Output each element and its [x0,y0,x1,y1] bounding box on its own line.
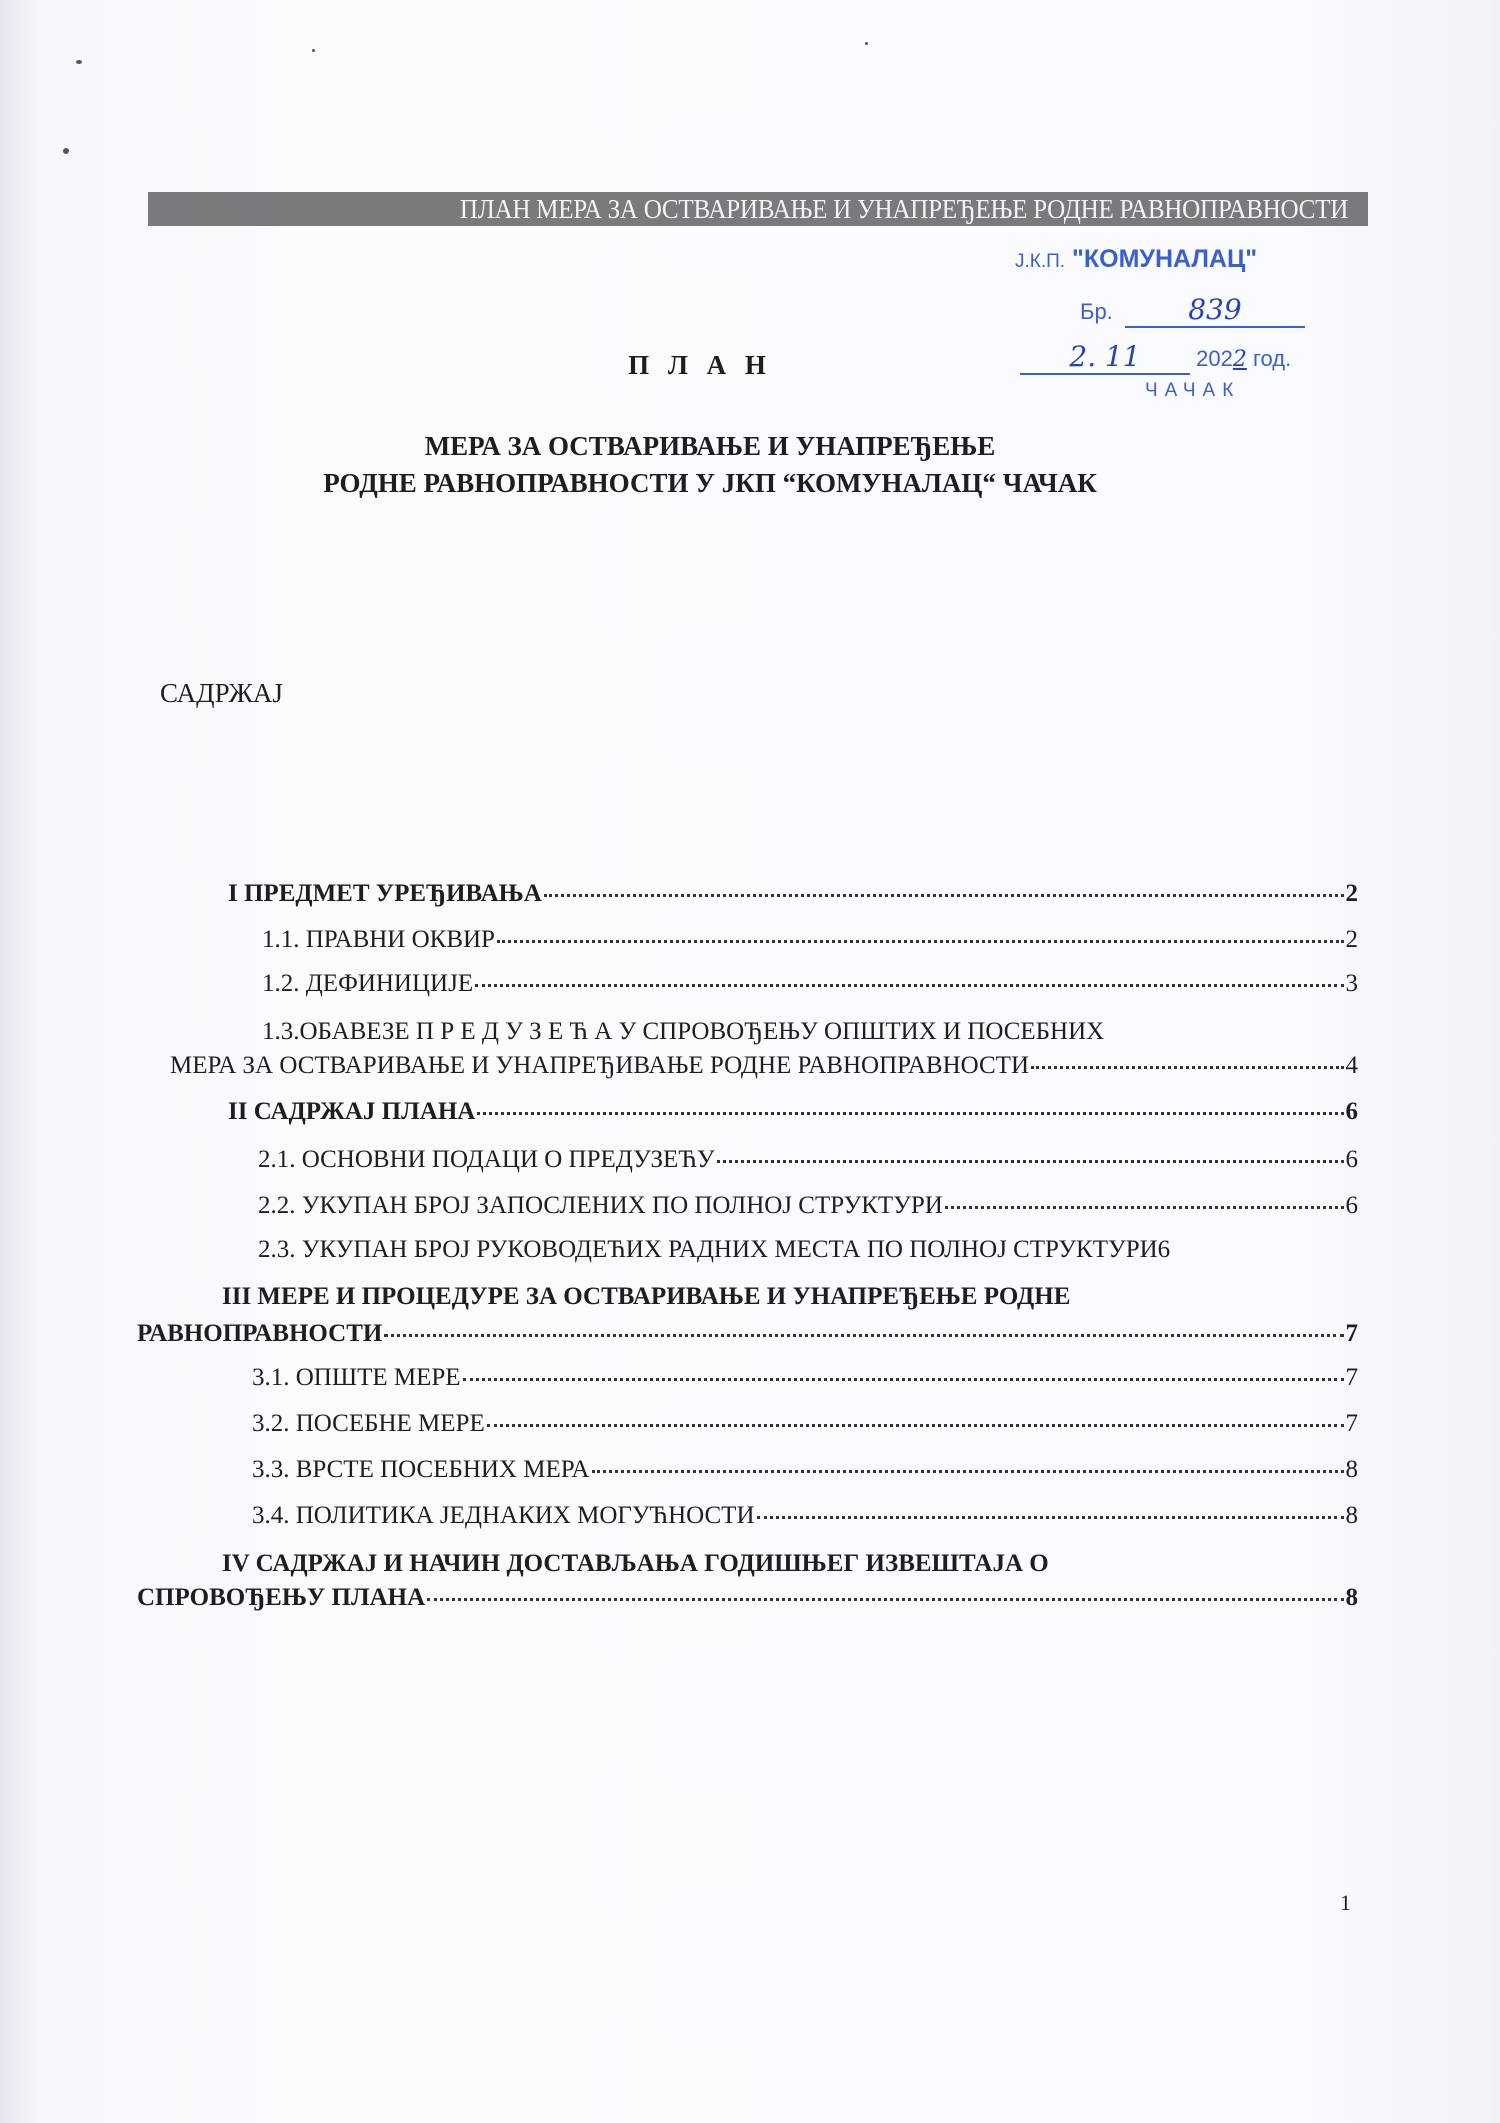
scan-speck [76,60,82,64]
page-number: 1 [1340,1890,1351,1915]
toc-entry-label: МЕРА ЗА ОСТВАРИВАЊЕ И УНАПРЕЂИВАЊЕ РОДНЕ РАВНОПРАВНОСТИ [170,1052,1029,1079]
toc-entry-label: 2.2. УКУПАН БРОЈ ЗАПОСЛЕНИХ ПО ПОЛНОЈ СТРУКТУРИ [258,1192,943,1219]
toc-leader-dots [384,1334,1343,1337]
toc-leader-dots [463,1378,1344,1381]
stamp-number-label: Бр. [1080,299,1113,324]
toc-entry-label: 1.2. ДЕФИНИЦИЈЕ [262,970,474,997]
toc-entry[interactable] [170,1052,1358,1080]
toc-entry-page: 7 [1345,1410,1358,1437]
stamp-org-prefix: Ј.К.П. [1015,251,1066,272]
toc-entry[interactable] [137,1320,1358,1348]
toc-entry-label: I ПРЕДМЕТ УРЕЂИВАЊА [228,880,542,907]
toc-leader-dots [592,1470,1344,1473]
toc-entry-label: 2.3. УКУПАН БРОЈ РУКОВОДЕЋИХ РАДНИХ МЕСТА ПО ПОЛНОЈ СТРУКТУРИ [258,1236,1158,1263]
scan-speck [63,148,69,154]
document-title [0,350,1500,381]
toc-entry-page: 3 [1345,970,1358,997]
toc-entry-label: 1.1. ПРАВНИ ОКВИР [262,926,495,953]
toc-entry[interactable] [252,1456,1358,1484]
toc-entry-label: РАВНОПРАВНОСТИ [137,1320,383,1347]
stamp-year-prefix: 202 [1196,346,1233,371]
toc-entry-page: 7 [1345,1320,1358,1347]
scan-speck [312,49,315,52]
toc-entry-label: 3.1. ОПШТЕ МЕРЕ [252,1364,461,1391]
stamp-number-value: 839 [1188,293,1242,326]
toc-entry-page: 4 [1345,1052,1358,1079]
toc-entry[interactable] [258,1146,1358,1174]
toc-entry-label-line1: IV САДРЖАЈ И НАЧИН ДОСТАВЉАЊА ГОДИШЊЕГ ИЗВЕШТАЈА О [222,1550,1049,1577]
toc-leader-dots [427,1598,1343,1601]
stamp-city: ЧАЧАК [1145,380,1241,401]
toc-entry[interactable] [258,1192,1358,1220]
toc-entry-page: 2 [1345,926,1358,953]
toc-entry-page: 6 [1157,1236,1171,1263]
subtitle-line-1: МЕРА ЗА ОСТВАРИВАЊЕ И УНАПРЕЂЕЊЕ [424,431,996,461]
stamp-organization [1015,245,1257,274]
toc-heading: САДРЖАЈ [160,678,283,708]
subtitle-line-2: РОДНЕ РАВНОПРАВНОСТИ У ЈКП “КОМУНАЛАЦ“ ЧАЧАК [323,468,1097,498]
toc-leader-dots [477,1112,1343,1115]
toc-leader-dots [945,1206,1344,1209]
toc-leader-dots [544,894,1344,897]
toc-entry-label: 3.3. ВРСТЕ ПОСЕБНИХ МЕРА [252,1456,590,1483]
toc-entry[interactable] [252,1364,1358,1392]
toc-leader-dots [1031,1066,1344,1069]
toc-entry-page: 2 [1345,880,1358,907]
header-banner [148,192,1368,226]
toc-entry[interactable] [258,1236,1358,1264]
toc-entry-page: 6 [1345,1098,1358,1125]
scan-speck [865,42,868,45]
document-title-text: П Л А Н [628,350,772,380]
toc-leader-dots [475,984,1343,987]
toc-entry-page: 7 [1345,1364,1358,1391]
toc-entry-label-line1: 1.3.ОБАВЕЗЕ П Р Е Д У З Е Ћ А У СПРОВОЂЕЊУ ОПШТИХ И ПОСЕБНИХ [262,1018,1105,1045]
toc-entry-page: 8 [1345,1584,1358,1611]
toc-leader-dots [757,1516,1344,1519]
toc-entry[interactable] [137,1584,1358,1612]
toc-entry[interactable] [228,1098,1358,1126]
toc-entry-page: 6 [1345,1192,1358,1219]
toc-entry-label: СПРОВОЂЕЊУ ПЛАНА [137,1584,426,1611]
toc-entry-page: 6 [1345,1146,1358,1173]
stamp-number [1080,293,1305,328]
toc-entry[interactable] [252,1502,1358,1530]
toc-entry[interactable] [262,970,1358,998]
toc-entry-page: 8 [1345,1502,1358,1529]
header-banner-text: ПЛАН МЕРА ЗА ОСТВАРИВАЊЕ И УНАПРЕЂЕЊЕ РОДНЕ РАВНОПРАВНОСТИ [459,194,1348,224]
toc-entry-label: II САДРЖАЈ ПЛАНА [228,1098,476,1125]
toc-leader-dots [497,940,1344,943]
toc-leader-dots [487,1424,1344,1427]
toc-entry-label: 2.1. ОСНОВНИ ПОДАЦИ О ПРЕДУЗЕЋУ [258,1146,715,1173]
toc-entry-page: 8 [1345,1456,1358,1483]
toc-entry[interactable] [252,1410,1358,1438]
stamp-date-unit: год. [1252,346,1292,371]
document-subtitle [0,428,1500,502]
stamp-org-name: "КОМУНАЛАЦ" [1072,245,1258,273]
stamp-year-suffix: 2 [1232,347,1247,372]
stamp-date-day-month: 2. 11 [1069,340,1141,373]
toc-leader-dots [717,1160,1344,1163]
toc-entry[interactable] [228,880,1358,908]
toc-entry-label: 3.4. ПОЛИТИКА ЈЕДНАКИХ МОГУЋНОСТИ [252,1502,755,1529]
toc-entry-label: 3.2. ПОСЕБНЕ МЕРЕ [252,1410,485,1437]
toc-entry[interactable] [262,926,1358,954]
toc-entry-label-line1: III МЕРЕ И ПРОЦЕДУРЕ ЗА ОСТВАРИВАЊЕ И УНАПРЕЂЕЊЕ РОДНЕ [222,1283,1071,1310]
